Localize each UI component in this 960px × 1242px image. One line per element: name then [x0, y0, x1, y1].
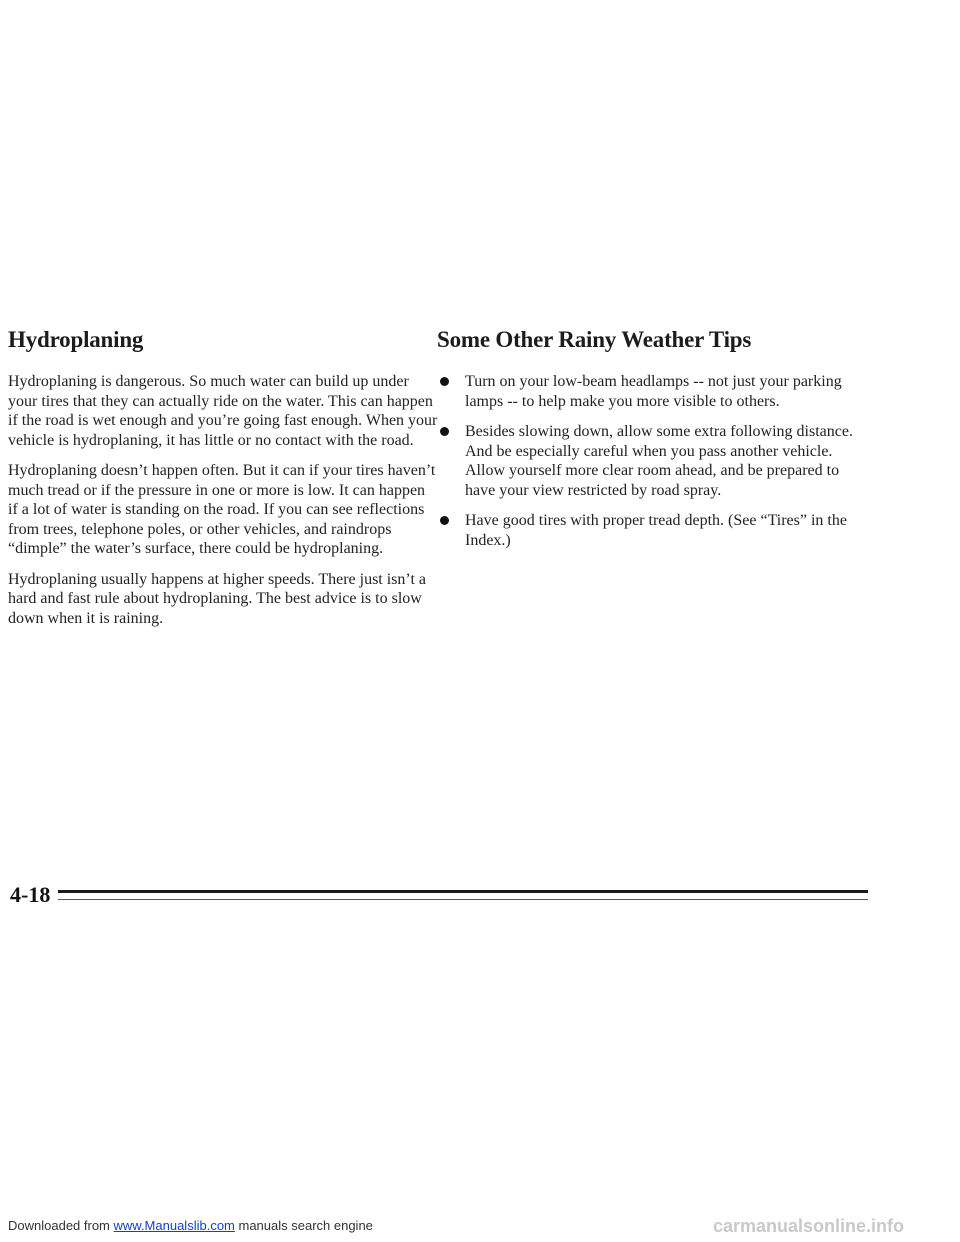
hydroplaning-paragraph-2: Hydroplaning doesn’t happen often. But it can if your tires haven’t much tread or if the pressure in one or more is low. It can happen if a lot of water is standing on the road. If you can see reflections from trees, telephone poles, or other vehicles, and raindrops “dimple” the water’s surface, there could be hydroplaning.	[8, 462, 436, 557]
rainy-weather-tips-heading: Some Other Rainy Weather Tips	[437, 327, 752, 352]
list-item	[437, 422, 862, 500]
page-footer	[8, 880, 868, 910]
hydroplaning-section	[8, 322, 438, 639]
footer-rule-thin	[58, 899, 868, 900]
manualslib-link[interactable]: www.Manualslib.com	[113, 1218, 235, 1233]
bullet-icon	[440, 377, 449, 386]
tip-text-1: Turn on your low-beam headlamps -- not just your parking lamps -- to help make you more visible to others.	[465, 373, 842, 410]
tips-list	[437, 372, 862, 550]
hydroplaning-paragraph-3: Hydroplaning usually happens at higher speeds. There just isn’t a hard and fast rule about hydroplaning. The best advice is to slow down when it is raining.	[8, 570, 426, 627]
footer-rule-thick	[58, 890, 868, 893]
carmanualsonline-watermark: carmanualsonline.info	[713, 1216, 905, 1236]
hydroplaning-heading: Hydroplaning	[8, 327, 144, 352]
tip-text-3: Have good tires with proper tread depth. (See “Tires” in the Index.)	[465, 512, 847, 549]
watermark-suffix: manuals search engine	[234, 1218, 373, 1233]
tip-text-2: Besides slowing down, allow some extra following distance. And be especially careful when you pass another vehicle. Allow yourself more clear room ahead, and be prepared to have your view restricted by road spray.	[465, 423, 853, 499]
page-number: 4-18	[10, 882, 51, 907]
watermark-prefix: Downloaded from	[8, 1218, 114, 1233]
list-item	[437, 372, 862, 411]
hydroplaning-paragraph-1: Hydroplaning is dangerous. So much water can build up under your tires that they can actually ride on the water. This can happen if the road is wet enough and you’re going fast enough. When your vehicle is hydroplaning, it has little or no contact with the road.	[8, 373, 438, 449]
bullet-icon	[440, 427, 449, 436]
bullet-icon	[440, 516, 449, 525]
download-watermark	[8, 1217, 373, 1235]
rainy-weather-tips-section	[437, 322, 862, 561]
list-item	[437, 511, 862, 550]
